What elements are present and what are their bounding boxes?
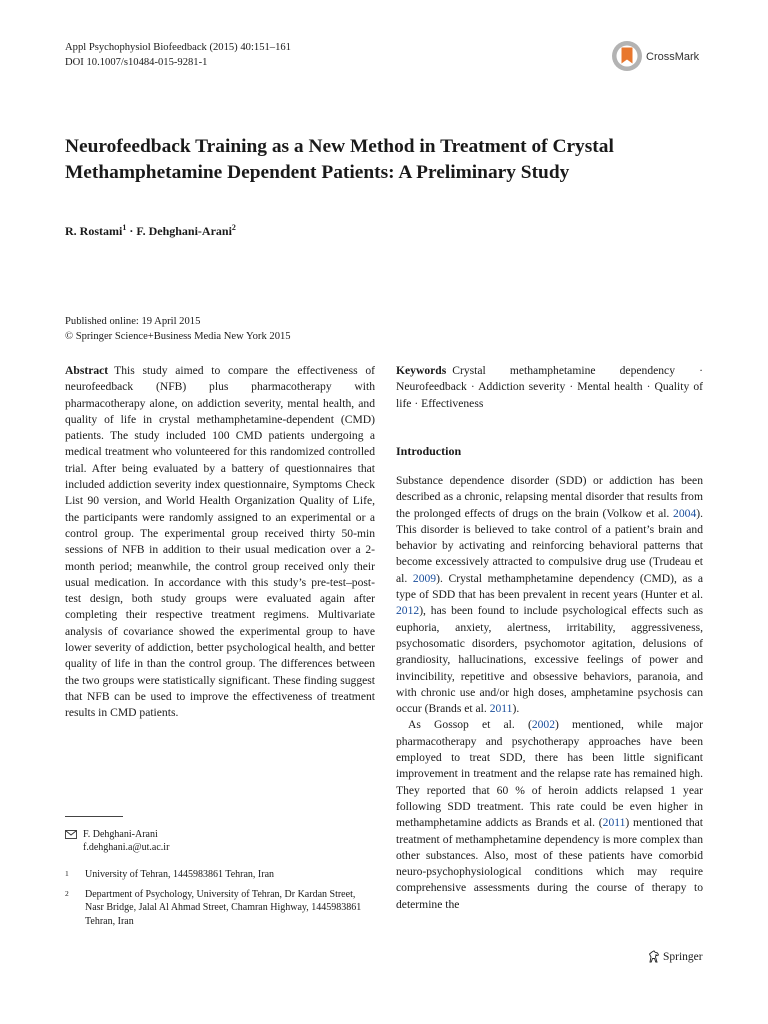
corresponding-author xyxy=(65,828,169,855)
paragraph-text: Substance dependence disorder (SDD) or addiction has been described as a chronic, relapsing mental disorder that results from the prolonged effects of drugs on the brain (Volkow et al. xyxy=(396,474,703,520)
journal-meta xyxy=(65,40,291,70)
article-title: Neurofeedback Training as a New Method in Treatment of Crystal Methamphetamine Dependent Patients: A Preliminary Study xyxy=(65,136,614,183)
abstract-text: This study aimed to compare the effectiveness of neurofeedback (NFB) plus pharmacotherapy with pharmacotherapy alone, on addiction severity, mental health, and quality of life in crystal methamphetamine-dependent (CMD) patients. The study included 100 CMD patients undergoing a medical treatment who volunteered for this randomized controlled trial. After being evaluated by a battery of questionnaires that included addiction severity index questionnaire, Symptoms Check List 90 version, and World Health Organization Quality of Life, the participants were randomly assigned to an experimental or a control group. The experimental group received thirty 50-min sessions of NFB in addition to their usual medication over a 2-month period; meanwhile, the control group received only their usual medication. In accordance with this study’s pre-test–post-test design, both study groups were evaluated again after completing their respective treatment regimens. Multivariate analysis of covariance showed the experimental group to have lower severity of addiction, better psychological health, and better quality of life in than the control group. The differences between the two groups were statistically significant. These finding suggest that NFB can be used to improve the effectiveness of treatment results in CMD patients. xyxy=(65,364,375,720)
introduction-heading: Introduction xyxy=(396,444,462,458)
keywords-text: Crystal methamphetamine dependency · Neurofeedback · Addiction severity · Mental health · Quality of life · Effectiveness xyxy=(396,364,703,410)
affiliation-text: University of Tehran, 1445983861 Tehran, Iran xyxy=(85,869,275,880)
affiliation-text: Department of Psychology, University of Tehran, Dr Kardan Street, Nasr Bridge, Jalal Al Ahmad Street, Chamran Highway, 1445983861 Tehran, Iran xyxy=(85,889,362,927)
keywords xyxy=(396,363,703,412)
crossmark-label: CrossMark xyxy=(646,51,700,63)
abstract xyxy=(65,363,375,722)
citation-link[interactable]: 2011 xyxy=(602,816,626,830)
doi[interactable]: DOI 10.1007/s10484-015-9281-1 xyxy=(65,57,208,68)
published-date: Published online: 19 April 2015 xyxy=(65,316,201,327)
paragraph-text: ). xyxy=(512,702,520,716)
affiliation-number: 1 xyxy=(65,869,69,878)
author-name: F. Dehghani-Arani xyxy=(136,224,232,238)
citation-link[interactable]: 2002 xyxy=(531,718,555,732)
crossmark-badge[interactable] xyxy=(611,40,699,72)
paragraph-text: ). This disorder is believed to take control of a patient’s brain and behavior by activating and reinforcing behavioral patterns that become excessively attracted to compulsive drug use (Trudeau et al. xyxy=(396,506,703,585)
paragraph-text: ). Crystal methamphetamine dependency (CMD), as a type of SDD that has been prevalent in recent years (Hunter et al. xyxy=(396,571,703,602)
author-separator: · xyxy=(126,224,137,238)
paragraph-text: As Gossop et al. ( xyxy=(408,718,532,732)
affiliation-1 xyxy=(65,868,375,881)
paragraph-text: ), has been found to include psychological effects such as euphoria, anxiety, alertness, irritability, aggressiveness, psychosomatic disorders, psychomotor agitation, delusions of grandiosity, hallucinations, excessive feelings of power and invincibility, repetitive and obsessive behaviors, paranoia, and with chronic use and/or high doses, amphetamine psychosis can occur (Brands et al. xyxy=(396,604,703,716)
publication-info xyxy=(65,314,291,344)
introduction-body xyxy=(396,473,703,913)
intro-paragraph xyxy=(396,473,703,717)
author-line xyxy=(65,223,236,239)
contact-email[interactable]: f.dehghani.a@ut.ac.ir xyxy=(83,842,170,854)
keywords-heading: Keywords xyxy=(396,364,447,377)
affiliation-number: 2 xyxy=(65,889,69,898)
crossmark-icon xyxy=(611,40,643,72)
envelope-icon xyxy=(65,830,77,839)
citation-link[interactable]: 2009 xyxy=(412,571,437,585)
journal-citation: Appl Psychophysiol Biofeedback (2015) 40:151–161 xyxy=(65,42,291,53)
contact-name: F. Dehghani-Arani xyxy=(83,829,158,840)
author-affiliation-mark: 2 xyxy=(231,223,236,232)
publisher-name: Springer xyxy=(663,950,703,963)
footnote-divider xyxy=(65,816,123,817)
publisher-logo xyxy=(648,950,703,963)
citation-link[interactable]: 2012 xyxy=(396,604,420,618)
copyright: © Springer Science+Business Media New York 2015 xyxy=(65,331,291,342)
abstract-heading: Abstract xyxy=(65,364,109,377)
paragraph-text: ) mentioned, while major pharmacotherapy and psychotherapy approaches have been employed to treat SDD, there has been little significant improvement in treatment and the relapse rate has remained high. They reported that 60 % of heroin addicts relapsed 1 year following SDD treatment. This rate could be even higher in methamphetamine addicts as Brands et al. ( xyxy=(396,718,703,830)
springer-horse-icon xyxy=(648,950,660,963)
author-affiliation-mark: 1 xyxy=(122,223,127,232)
citation-link[interactable]: 2011 xyxy=(489,702,513,716)
paragraph-text: ) mentioned that treatment of methamphetamine dependency is more complex than other substances. Also, most of these patients have comorbid neuro-psychophysiological conditions which may require comprehensive assessments during the course of therapy to determine the xyxy=(396,816,703,911)
affiliation-2 xyxy=(65,888,375,928)
intro-paragraph xyxy=(396,717,703,913)
author-name: R. Rostami xyxy=(65,224,123,238)
citation-link[interactable]: 2004 xyxy=(673,506,697,520)
